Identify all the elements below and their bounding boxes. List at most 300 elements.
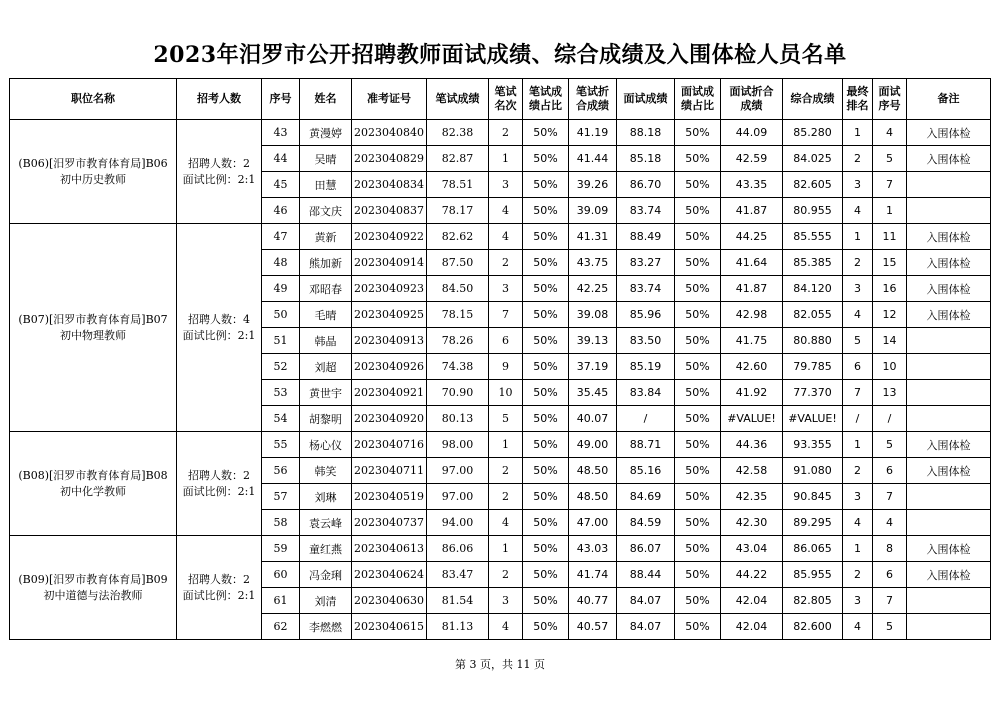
position-name: (B09)[汨罗市教育体育局]B09 初中道德与法治教师 <box>10 536 177 640</box>
recruit-quota: 招聘人数：2 面试比例：2:1 <box>177 536 262 640</box>
cell-written-weighted: 41.44 <box>569 146 617 172</box>
cell-written-weighted: 41.19 <box>569 120 617 146</box>
cell-name: 韩笑 <box>300 458 352 484</box>
cell-written-rank: 2 <box>489 250 523 276</box>
cell-interview-weight: 50% <box>675 120 721 146</box>
cell-interview-weight: 50% <box>675 458 721 484</box>
cell-interview-order: 7 <box>873 588 907 614</box>
cell-written-weight: 50% <box>523 588 569 614</box>
cell-interview-order: 7 <box>873 172 907 198</box>
cell-name: 黄世宇 <box>300 380 352 406</box>
cell-written-rank: 4 <box>489 224 523 250</box>
cell-name: 黄漫婷 <box>300 120 352 146</box>
cell-interview-order: 12 <box>873 302 907 328</box>
cell-final-rank: 4 <box>843 198 873 224</box>
cell-interview-weight: 50% <box>675 328 721 354</box>
cell-seq: 60 <box>262 562 300 588</box>
cell-seq: 48 <box>262 250 300 276</box>
cell-written-weighted: 48.50 <box>569 484 617 510</box>
cell-interview-weighted: 42.30 <box>721 510 783 536</box>
cell-total-score: 82.055 <box>783 302 843 328</box>
cell-name: 刘清 <box>300 588 352 614</box>
cell-ticket-no: 2023040925 <box>352 302 427 328</box>
cell-interview-order: 1 <box>873 198 907 224</box>
cell-interview-weighted: 43.35 <box>721 172 783 198</box>
cell-interview-weight: 50% <box>675 562 721 588</box>
cell-final-rank: 1 <box>843 432 873 458</box>
cell-seq: 53 <box>262 380 300 406</box>
cell-remark <box>907 510 991 536</box>
cell-ticket-no: 2023040923 <box>352 276 427 302</box>
cell-written-rank: 1 <box>489 536 523 562</box>
cell-remark <box>907 484 991 510</box>
cell-written-rank: 3 <box>489 276 523 302</box>
cell-name: 刘超 <box>300 354 352 380</box>
cell-interview-weight: 50% <box>675 276 721 302</box>
cell-interview-order: 7 <box>873 484 907 510</box>
table-row <box>10 120 991 146</box>
cell-ticket-no: 2023040926 <box>352 354 427 380</box>
cell-written-score: 70.90 <box>427 380 489 406</box>
cell-interview-score: / <box>617 406 675 432</box>
cell-written-weight: 50% <box>523 146 569 172</box>
cell-remark <box>907 614 991 640</box>
cell-ticket-no: 2023040837 <box>352 198 427 224</box>
cell-interview-order: 15 <box>873 250 907 276</box>
cell-seq: 58 <box>262 510 300 536</box>
cell-written-rank: 2 <box>489 562 523 588</box>
cell-total-score: 90.845 <box>783 484 843 510</box>
cell-final-rank: 2 <box>843 458 873 484</box>
cell-ticket-no: 2023040737 <box>352 510 427 536</box>
cell-written-weight: 50% <box>523 172 569 198</box>
cell-interview-weighted: 41.64 <box>721 250 783 276</box>
cell-ticket-no: 2023040615 <box>352 614 427 640</box>
cell-interview-score: 84.07 <box>617 588 675 614</box>
cell-written-weighted: 39.08 <box>569 302 617 328</box>
cell-interview-weight: 50% <box>675 198 721 224</box>
cell-name: 熊加新 <box>300 250 352 276</box>
cell-ticket-no: 2023040914 <box>352 250 427 276</box>
cell-written-weight: 50% <box>523 536 569 562</box>
cell-total-score: 86.065 <box>783 536 843 562</box>
cell-interview-weighted: 42.58 <box>721 458 783 484</box>
cell-name: 吴晴 <box>300 146 352 172</box>
cell-remark: 入围体检 <box>907 224 991 250</box>
cell-remark: 入围体检 <box>907 250 991 276</box>
header-interview-weighted: 面试折合 成绩 <box>721 79 783 120</box>
cell-written-score: 81.54 <box>427 588 489 614</box>
cell-interview-weight: 50% <box>675 588 721 614</box>
cell-remark <box>907 198 991 224</box>
cell-interview-score: 88.71 <box>617 432 675 458</box>
cell-interview-weighted: 41.92 <box>721 380 783 406</box>
cell-interview-order: 16 <box>873 276 907 302</box>
cell-total-score: 80.880 <box>783 328 843 354</box>
cell-interview-weighted: 42.98 <box>721 302 783 328</box>
cell-interview-score: 84.07 <box>617 614 675 640</box>
position-name: (B06)[汨罗市教育体育局]B06 初中历史教师 <box>10 120 177 224</box>
cell-remark: 入围体检 <box>907 120 991 146</box>
cell-seq: 44 <box>262 146 300 172</box>
cell-written-weight: 50% <box>523 458 569 484</box>
cell-written-weighted: 35.45 <box>569 380 617 406</box>
cell-seq: 59 <box>262 536 300 562</box>
cell-total-score: 85.555 <box>783 224 843 250</box>
cell-written-score: 78.17 <box>427 198 489 224</box>
header-interview-weight: 面试成 绩占比 <box>675 79 721 120</box>
cell-written-weighted: 41.74 <box>569 562 617 588</box>
page-footer: 第 3 页，共 11 页 <box>455 658 545 671</box>
cell-final-rank: 6 <box>843 354 873 380</box>
cell-ticket-no: 2023040711 <box>352 458 427 484</box>
cell-written-score: 78.15 <box>427 302 489 328</box>
cell-seq: 47 <box>262 224 300 250</box>
cell-written-weighted: 40.07 <box>569 406 617 432</box>
cell-name: 毛晴 <box>300 302 352 328</box>
cell-remark: 入围体检 <box>907 458 991 484</box>
header-quota: 招考人数 <box>177 79 262 120</box>
cell-seq: 57 <box>262 484 300 510</box>
cell-interview-weight: 50% <box>675 224 721 250</box>
cell-interview-weighted: 42.04 <box>721 614 783 640</box>
cell-written-score: 97.00 <box>427 484 489 510</box>
cell-written-weighted: 49.00 <box>569 432 617 458</box>
header-ticket-no: 准考证号 <box>352 79 427 120</box>
cell-final-rank: 3 <box>843 588 873 614</box>
cell-written-score: 97.00 <box>427 458 489 484</box>
cell-remark <box>907 354 991 380</box>
cell-seq: 45 <box>262 172 300 198</box>
header-written-score: 笔试成绩 <box>427 79 489 120</box>
cell-written-weighted: 40.57 <box>569 614 617 640</box>
cell-interview-score: 83.50 <box>617 328 675 354</box>
cell-name: 刘琳 <box>300 484 352 510</box>
cell-written-rank: 4 <box>489 198 523 224</box>
cell-seq: 55 <box>262 432 300 458</box>
cell-interview-score: 85.16 <box>617 458 675 484</box>
cell-final-rank: 4 <box>843 510 873 536</box>
cell-written-weight: 50% <box>523 432 569 458</box>
cell-interview-score: 83.27 <box>617 250 675 276</box>
cell-written-weighted: 43.03 <box>569 536 617 562</box>
cell-written-weight: 50% <box>523 380 569 406</box>
cell-written-weight: 50% <box>523 328 569 354</box>
header-written-rank: 笔试 名次 <box>489 79 523 120</box>
cell-written-weighted: 43.75 <box>569 250 617 276</box>
cell-interview-score: 85.19 <box>617 354 675 380</box>
cell-ticket-no: 2023040613 <box>352 536 427 562</box>
cell-interview-weight: 50% <box>675 614 721 640</box>
cell-written-score: 84.50 <box>427 276 489 302</box>
cell-written-weight: 50% <box>523 614 569 640</box>
cell-remark: 入围体检 <box>907 432 991 458</box>
cell-interview-weighted: 44.09 <box>721 120 783 146</box>
cell-written-weight: 50% <box>523 250 569 276</box>
cell-seq: 52 <box>262 354 300 380</box>
cell-written-weight: 50% <box>523 510 569 536</box>
cell-final-rank: 3 <box>843 172 873 198</box>
cell-written-score: 80.13 <box>427 406 489 432</box>
cell-interview-weighted: #VALUE! <box>721 406 783 432</box>
cell-written-weighted: 47.00 <box>569 510 617 536</box>
cell-written-score: 78.26 <box>427 328 489 354</box>
cell-final-rank: 2 <box>843 250 873 276</box>
cell-name: 童红燕 <box>300 536 352 562</box>
cell-interview-weight: 50% <box>675 510 721 536</box>
cell-written-score: 81.13 <box>427 614 489 640</box>
cell-ticket-no: 2023040630 <box>352 588 427 614</box>
cell-written-rank: 2 <box>489 120 523 146</box>
results-table <box>9 78 991 640</box>
cell-total-score: #VALUE! <box>783 406 843 432</box>
recruit-quota: 招聘人数：2 面试比例：2:1 <box>177 432 262 536</box>
cell-seq: 56 <box>262 458 300 484</box>
cell-written-rank: 1 <box>489 432 523 458</box>
cell-written-rank: 5 <box>489 406 523 432</box>
cell-written-weight: 50% <box>523 406 569 432</box>
cell-written-rank: 10 <box>489 380 523 406</box>
cell-total-score: 93.355 <box>783 432 843 458</box>
cell-ticket-no: 2023040921 <box>352 380 427 406</box>
cell-written-rank: 4 <box>489 614 523 640</box>
table-row <box>10 432 991 458</box>
cell-interview-score: 86.07 <box>617 536 675 562</box>
cell-remark: 入围体检 <box>907 276 991 302</box>
cell-written-rank: 3 <box>489 588 523 614</box>
cell-written-score: 94.00 <box>427 510 489 536</box>
cell-final-rank: 4 <box>843 614 873 640</box>
cell-name: 邵文庆 <box>300 198 352 224</box>
cell-remark <box>907 406 991 432</box>
cell-interview-weighted: 44.22 <box>721 562 783 588</box>
cell-remark <box>907 588 991 614</box>
cell-final-rank: 1 <box>843 120 873 146</box>
cell-final-rank: 4 <box>843 302 873 328</box>
cell-total-score: 84.120 <box>783 276 843 302</box>
cell-total-score: 82.600 <box>783 614 843 640</box>
cell-interview-weighted: 41.87 <box>721 276 783 302</box>
cell-ticket-no: 2023040922 <box>352 224 427 250</box>
cell-written-weighted: 42.25 <box>569 276 617 302</box>
cell-written-score: 86.06 <box>427 536 489 562</box>
cell-written-score: 98.00 <box>427 432 489 458</box>
cell-interview-weight: 50% <box>675 146 721 172</box>
cell-written-weighted: 39.09 <box>569 198 617 224</box>
cell-seq: 49 <box>262 276 300 302</box>
cell-interview-weighted: 42.60 <box>721 354 783 380</box>
cell-interview-score: 88.49 <box>617 224 675 250</box>
cell-name: 田慧 <box>300 172 352 198</box>
cell-interview-order: 11 <box>873 224 907 250</box>
cell-ticket-no: 2023040840 <box>352 120 427 146</box>
cell-final-rank: 2 <box>843 562 873 588</box>
cell-written-weighted: 48.50 <box>569 458 617 484</box>
cell-seq: 51 <box>262 328 300 354</box>
cell-interview-weighted: 42.04 <box>721 588 783 614</box>
cell-written-score: 82.38 <box>427 120 489 146</box>
cell-name: 韩晶 <box>300 328 352 354</box>
cell-interview-weight: 50% <box>675 406 721 432</box>
cell-remark: 入围体检 <box>907 562 991 588</box>
cell-final-rank: 3 <box>843 484 873 510</box>
cell-name: 袁云峰 <box>300 510 352 536</box>
cell-written-score: 78.51 <box>427 172 489 198</box>
cell-interview-order: 6 <box>873 458 907 484</box>
header-written-weight: 笔试成 绩占比 <box>523 79 569 120</box>
cell-remark: 入围体检 <box>907 146 991 172</box>
cell-final-rank: 5 <box>843 328 873 354</box>
cell-seq: 43 <box>262 120 300 146</box>
cell-written-score: 83.47 <box>427 562 489 588</box>
cell-written-weighted: 41.31 <box>569 224 617 250</box>
cell-interview-order: / <box>873 406 907 432</box>
header-name: 姓名 <box>300 79 352 120</box>
cell-written-score: 87.50 <box>427 250 489 276</box>
cell-interview-weight: 50% <box>675 380 721 406</box>
cell-written-weight: 50% <box>523 562 569 588</box>
cell-total-score: 89.295 <box>783 510 843 536</box>
cell-remark <box>907 328 991 354</box>
cell-written-weight: 50% <box>523 484 569 510</box>
cell-interview-weight: 50% <box>675 432 721 458</box>
cell-written-score: 82.87 <box>427 146 489 172</box>
cell-name: 杨心仪 <box>300 432 352 458</box>
table-header-row <box>10 79 991 120</box>
cell-final-rank: / <box>843 406 873 432</box>
cell-written-weighted: 37.19 <box>569 354 617 380</box>
cell-ticket-no: 2023040624 <box>352 562 427 588</box>
header-total-score: 综合成绩 <box>783 79 843 120</box>
cell-interview-weighted: 41.75 <box>721 328 783 354</box>
recruit-quota: 招聘人数：4 面试比例：2:1 <box>177 224 262 432</box>
cell-total-score: 82.605 <box>783 172 843 198</box>
cell-final-rank: 7 <box>843 380 873 406</box>
cell-ticket-no: 2023040716 <box>352 432 427 458</box>
cell-written-weight: 50% <box>523 120 569 146</box>
cell-written-rank: 6 <box>489 328 523 354</box>
cell-written-rank: 1 <box>489 146 523 172</box>
cell-written-weight: 50% <box>523 354 569 380</box>
cell-seq: 50 <box>262 302 300 328</box>
cell-written-weight: 50% <box>523 224 569 250</box>
cell-name: 冯金琍 <box>300 562 352 588</box>
cell-interview-weighted: 42.35 <box>721 484 783 510</box>
cell-interview-score: 85.96 <box>617 302 675 328</box>
header-interview-order: 面试 序号 <box>873 79 907 120</box>
cell-interview-order: 4 <box>873 120 907 146</box>
cell-interview-weight: 50% <box>675 536 721 562</box>
cell-interview-order: 13 <box>873 380 907 406</box>
cell-total-score: 80.955 <box>783 198 843 224</box>
cell-interview-score: 85.18 <box>617 146 675 172</box>
cell-final-rank: 1 <box>843 224 873 250</box>
cell-ticket-no: 2023040920 <box>352 406 427 432</box>
header-final-rank: 最终 排名 <box>843 79 873 120</box>
cell-total-score: 85.385 <box>783 250 843 276</box>
cell-interview-score: 84.59 <box>617 510 675 536</box>
cell-name: 胡黎明 <box>300 406 352 432</box>
cell-remark: 入围体检 <box>907 536 991 562</box>
cell-interview-weight: 50% <box>675 302 721 328</box>
cell-interview-weighted: 41.87 <box>721 198 783 224</box>
cell-ticket-no: 2023040829 <box>352 146 427 172</box>
cell-final-rank: 2 <box>843 146 873 172</box>
cell-seq: 46 <box>262 198 300 224</box>
table-row <box>10 536 991 562</box>
cell-written-weighted: 39.13 <box>569 328 617 354</box>
table-row <box>10 224 991 250</box>
cell-remark: 入围体检 <box>907 302 991 328</box>
cell-written-rank: 4 <box>489 510 523 536</box>
cell-name: 黄新 <box>300 224 352 250</box>
cell-interview-weight: 50% <box>675 172 721 198</box>
cell-written-rank: 9 <box>489 354 523 380</box>
header-written-weighted: 笔试折 合成绩 <box>569 79 617 120</box>
recruit-quota: 招聘人数：2 面试比例：2:1 <box>177 120 262 224</box>
cell-interview-score: 86.70 <box>617 172 675 198</box>
cell-remark <box>907 380 991 406</box>
cell-total-score: 82.805 <box>783 588 843 614</box>
cell-remark <box>907 172 991 198</box>
position-name: (B08)[汨罗市教育体育局]B08 初中化学教师 <box>10 432 177 536</box>
cell-total-score: 85.280 <box>783 120 843 146</box>
cell-interview-weighted: 43.04 <box>721 536 783 562</box>
cell-written-weighted: 40.77 <box>569 588 617 614</box>
cell-written-score: 74.38 <box>427 354 489 380</box>
cell-written-weight: 50% <box>523 302 569 328</box>
cell-ticket-no: 2023040519 <box>352 484 427 510</box>
cell-written-weight: 50% <box>523 276 569 302</box>
cell-written-score: 82.62 <box>427 224 489 250</box>
cell-written-rank: 7 <box>489 302 523 328</box>
header-remark: 备注 <box>907 79 991 120</box>
cell-written-weight: 50% <box>523 198 569 224</box>
cell-interview-order: 8 <box>873 536 907 562</box>
cell-interview-weighted: 44.36 <box>721 432 783 458</box>
cell-interview-score: 83.84 <box>617 380 675 406</box>
cell-interview-order: 6 <box>873 562 907 588</box>
cell-interview-order: 5 <box>873 432 907 458</box>
cell-interview-order: 5 <box>873 146 907 172</box>
cell-interview-weight: 50% <box>675 250 721 276</box>
cell-name: 李燃燃 <box>300 614 352 640</box>
header-position: 职位名称 <box>10 79 177 120</box>
cell-final-rank: 3 <box>843 276 873 302</box>
cell-interview-order: 5 <box>873 614 907 640</box>
cell-seq: 62 <box>262 614 300 640</box>
cell-final-rank: 1 <box>843 536 873 562</box>
cell-total-score: 91.080 <box>783 458 843 484</box>
cell-seq: 61 <box>262 588 300 614</box>
cell-ticket-no: 2023040913 <box>352 328 427 354</box>
cell-total-score: 84.025 <box>783 146 843 172</box>
cell-written-rank: 2 <box>489 458 523 484</box>
cell-total-score: 77.370 <box>783 380 843 406</box>
cell-interview-weighted: 42.59 <box>721 146 783 172</box>
cell-interview-score: 88.44 <box>617 562 675 588</box>
cell-interview-order: 10 <box>873 354 907 380</box>
cell-total-score: 79.785 <box>783 354 843 380</box>
cell-name: 邓昭春 <box>300 276 352 302</box>
cell-seq: 54 <box>262 406 300 432</box>
cell-interview-weighted: 44.25 <box>721 224 783 250</box>
position-name: (B07)[汨罗市教育体育局]B07 初中物理教师 <box>10 224 177 432</box>
cell-interview-order: 14 <box>873 328 907 354</box>
cell-interview-score: 83.74 <box>617 276 675 302</box>
header-interview-score: 面试成绩 <box>617 79 675 120</box>
cell-written-rank: 2 <box>489 484 523 510</box>
